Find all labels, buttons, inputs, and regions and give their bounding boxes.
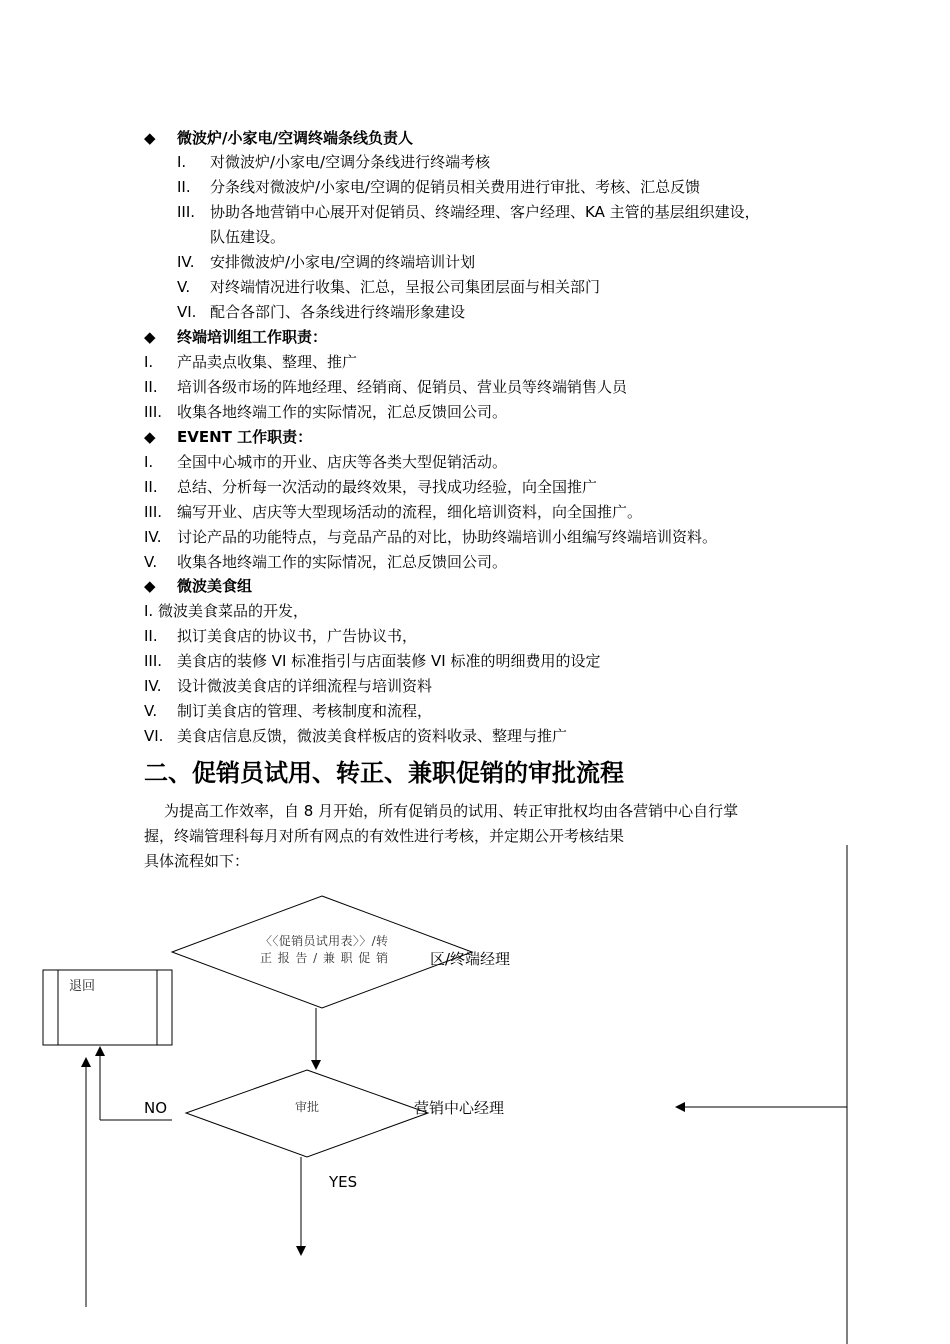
diamond-approve-text: 审批 xyxy=(295,1100,320,1114)
list-item-text: 培训各级市场的阵地经理、经销商、促销员、营业员等终端销售人员 xyxy=(177,378,628,396)
return-box-label: 退回 xyxy=(69,979,96,994)
list-item-number: II. xyxy=(144,378,158,396)
list-item-number: V. xyxy=(177,278,191,296)
yes-label: YES xyxy=(329,1173,358,1191)
list-item-text: 讨论产品的功能特点，与竞品产品的对比，协助终端培训小组编写终端培训资料。 xyxy=(177,528,718,546)
food-first-item: I. 微波美食菜品的开发， xyxy=(144,602,308,620)
list-item-number: III. xyxy=(144,403,163,421)
list-item-number: IV. xyxy=(144,528,162,546)
list-item-number: I. xyxy=(144,453,154,471)
list-item-number: VI. xyxy=(144,727,164,745)
list-item-text: 总结、分析每一次活动的最终效果，寻找成功经验，向全国推广 xyxy=(177,478,598,496)
list-item-number: II. xyxy=(144,627,158,645)
list-item-number: II. xyxy=(144,478,158,496)
list-item-text: 美食店信息反馈，微波美食样板店的资料收录、整理与推广 xyxy=(177,727,568,745)
list-item-text: 全国中心城市的开业、店庆等各类大型促销活动。 xyxy=(177,453,508,471)
list-item-text: 队伍建设。 xyxy=(210,228,286,246)
list-item-number: III. xyxy=(144,503,163,521)
diamond-bullet-icon: ◆ xyxy=(144,577,156,595)
approval-heading: 二、促销员试用、转正、兼职促销的审批流程 xyxy=(144,759,624,787)
intro-line-3: 具体流程如下： xyxy=(144,852,250,870)
role-center-manager: 营销中心经理 xyxy=(414,1099,505,1117)
list-item-number: IV. xyxy=(177,253,195,271)
list-item-text: 配合各部门、各条线进行终端形象建设 xyxy=(210,303,466,321)
list-item-text: 美食店的装修 VI 标准指引与店面装修 VI 标准的明细费用的设定 xyxy=(177,652,601,670)
intro-line-2: 握，终端管理科每月对所有网点的有效性进行考核，并定期公开考核结果 xyxy=(144,827,625,845)
list-item-number: III. xyxy=(144,652,163,670)
list-item-text: 收集各地终端工作的实际情况，汇总反馈回公司。 xyxy=(177,553,508,571)
role-terminal-manager: 区/终端经理 xyxy=(430,950,511,968)
list-item-text: 安排微波炉/小家电/空调的终端培训计划 xyxy=(210,253,476,271)
list-item-text: 收集各地终端工作的实际情况，汇总反馈回公司。 xyxy=(177,403,508,421)
list-item-text: 编写开业、店庆等大型现场活动的流程，细化培训资料，向全国推广。 xyxy=(177,503,643,521)
list-item-text: 产品卖点收集、整理、推广 xyxy=(177,353,358,371)
diamond-bullet-icon: ◆ xyxy=(144,129,156,147)
list-item-text: 制订美食店的管理、考核制度和流程， xyxy=(177,702,433,720)
list-item-number: VI. xyxy=(177,303,197,321)
return-box xyxy=(43,970,172,1045)
list-item-text: 拟订美食店的协议书，广告协议书， xyxy=(177,627,418,645)
list-item-text: 协助各地营销中心展开对促销员、终端经理、客户经理、KA 主管的基层组织建设， xyxy=(210,203,760,221)
list-item-number: I. xyxy=(177,153,187,171)
diamond-bullet-icon: ◆ xyxy=(144,328,156,346)
diamond-bullet-icon: ◆ xyxy=(144,428,156,446)
list-item-number: III. xyxy=(177,203,196,221)
list-item-number: V. xyxy=(144,553,158,571)
diamond-submit-text: 〈〈促销员试用表〉〉/转正报告/兼职促销 xyxy=(260,934,388,965)
list-item-text: 对微波炉/小家电/空调分条线进行终端考核 xyxy=(210,153,491,171)
list-item-text: 对终端情况进行收集、汇总，呈报公司集团层面与相关部门 xyxy=(210,278,601,296)
intro-line-1: 为提高工作效率，自 8 月开始，所有促销员的试用、转正审批权均由各营销中心自行掌 xyxy=(164,802,739,820)
list-item-number: IV. xyxy=(144,677,162,695)
list-item-number: V. xyxy=(144,702,158,720)
list-item-number: I. xyxy=(144,353,154,371)
list-item-number: II. xyxy=(177,178,191,196)
list-item-text: 设计微波美食店的详细流程与培训资料 xyxy=(177,677,433,695)
list-item-text: 分条线对微波炉/小家电/空调的促销员相关费用进行审批、考核、汇总反馈 xyxy=(210,178,701,196)
no-label: NO xyxy=(144,1099,168,1117)
